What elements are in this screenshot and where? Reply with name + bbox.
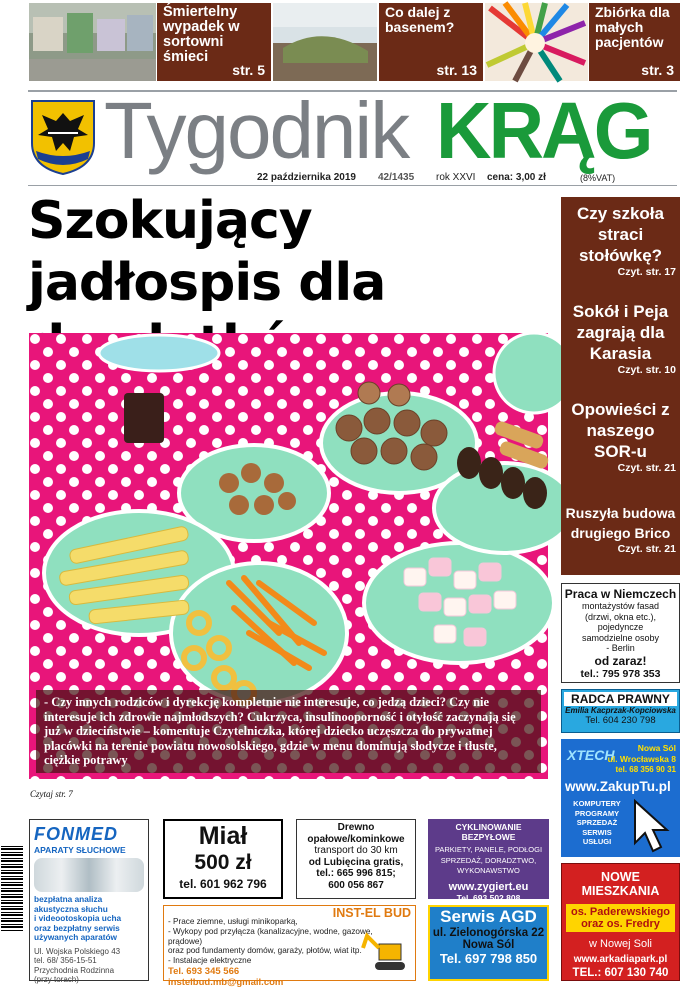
sidebar-item-page: Czyt. str. 21: [617, 462, 676, 474]
read-more[interactable]: Czytaj str. 7: [30, 789, 73, 799]
ad-title: NOWE MIESZKANIA: [581, 870, 660, 898]
sidebar-item-page: Czyt. str. 21: [617, 543, 676, 555]
ad-line: używanych aparatów: [34, 932, 117, 942]
photo-caption: - Czy innych rodziców i dyrekcję kompletnie nie interesuje, co jedzą dzieci? Czy nie interesuje ich zdrowie najmłodszych? Cukrzyca, insulinooporność i otyłość zaczynają się już w dzieciństwie – komentuje Czytelniczka, której dziecko uczęszcza do prywatnej placówki na terenie powiatu nowosolskiego, gdzie w menu dominują słodycze i tłuste, ciężkie potrawy: [36, 690, 541, 773]
ad-line: ul. Zielonogórska 22: [432, 927, 545, 939]
barcode: [1, 845, 23, 931]
ad-line: (drzwi, okna etc.), pojedyncze: [584, 611, 657, 632]
ad-brand: XTECH: [567, 747, 615, 763]
ad-services: [34, 895, 144, 943]
masthead-bottom-rule: [28, 185, 677, 186]
ad-address: [34, 947, 144, 985]
ad-line: - Instalacje elektryczne: [168, 956, 252, 966]
issue-number: 42/1435: [378, 172, 415, 183]
cursor-icon: [631, 799, 675, 858]
logo-krag: KRĄG: [436, 86, 651, 175]
ad-web: www.zygiert.eu: [448, 880, 529, 893]
ad-line: - Prace ziemne, usługi minikoparką,: [168, 917, 298, 926]
ad-xtech[interactable]: [561, 739, 680, 857]
ad-line: - Wykopy pod przyłącza (kanalizacyjne, wodne, gazowe, prądowe): [168, 926, 373, 946]
ad-line: Ul. Wojska Polskiego 43: [34, 946, 121, 956]
sidebar-item-title: Opowieści z naszego SOR-u: [571, 400, 670, 461]
teaser-fundraiser[interactable]: [589, 3, 680, 81]
ad-phone: tel. 601 962 796: [179, 877, 267, 891]
teaser-page: str. 5: [232, 62, 265, 78]
ad-fonmed[interactable]: [29, 819, 149, 984]
teaser-title: Śmiertelny wypadek w sortowni śmieci: [163, 4, 240, 65]
sidebar-item[interactable]: [561, 203, 680, 278]
sidebar-item[interactable]: [561, 399, 680, 474]
ad-line: PROGRAMY: [574, 808, 620, 818]
sidebar-item-title: Ruszyła budowa drugiego Brico: [565, 505, 676, 541]
coat-of-arms-icon: [30, 99, 96, 175]
ad-phone: Tel. 697 798 850: [439, 951, 538, 966]
ad-line: Przychodnia Rodzinna: [34, 965, 115, 975]
ad-line: transport do 30 km: [314, 845, 398, 856]
ad-line: oraz pod fundamenty domów, garaży, płotów, wiat itp.: [168, 946, 362, 956]
teaser-photo-waste: [29, 3, 156, 81]
ad-services: [567, 799, 627, 847]
ad-line: i videootoskopia ucha: [34, 913, 122, 923]
ad-line: Drewno: [337, 822, 375, 833]
ad-line: bezpłatna analiza: [34, 894, 103, 904]
ad-email: instelbud.mb@gmail.com: [168, 976, 284, 988]
lead-headline[interactable]: Szokujący jadłospis dla: [28, 191, 386, 313]
ad-phone: Tel. 693 502 808: [456, 892, 521, 903]
hearing-aids-icon: [34, 858, 144, 892]
ad-line: Miał: [198, 822, 248, 850]
ad-line: opałowe/kominkowe: [307, 833, 405, 845]
ad-line: 500 zł: [194, 851, 252, 874]
ad-drewno[interactable]: [296, 819, 416, 899]
teaser-page: str. 3: [641, 62, 674, 78]
sidebar-item[interactable]: [561, 301, 680, 376]
ad-line: WYKONAWSTWO: [457, 866, 520, 875]
ad-title: Serwis AGD: [440, 907, 537, 926]
excavator-icon: [361, 926, 409, 979]
ad-serwis-agd[interactable]: [428, 905, 549, 981]
teaser-photo-crayons: [485, 3, 588, 81]
issue-year: rok XXVI: [436, 172, 476, 183]
ad-line: Nowa Sól: [462, 939, 515, 951]
ad-title: Praca w Niemczech: [564, 587, 677, 601]
ad-web: www.ZakupTu.pl: [565, 779, 671, 794]
ad-line: ul. Wrocławska 8: [607, 754, 676, 764]
ad-line: w Nowej Soli: [589, 938, 652, 950]
ad-phone: Tel. 604 230 798: [585, 715, 656, 726]
ad-line: APARATY SŁUCHOWE: [34, 845, 126, 855]
issue-price: cena: 3,00 zł: [487, 172, 546, 183]
sidebar-item-page: Czyt. str. 17: [617, 266, 676, 278]
logo-tygodnik: Tygodnik: [104, 86, 409, 175]
sidebar-item-title: Czy szkoła straci stołówkę?: [577, 204, 664, 265]
ad-web: www.arkadiapark.pl: [573, 954, 668, 965]
ad-phone: 600 056 867: [328, 879, 384, 891]
ad-cyklinowanie[interactable]: [428, 819, 549, 903]
ad-line: Emilia Kacprzak-Kopciowska: [565, 706, 676, 715]
issue-date: 22 października 2019: [257, 172, 356, 183]
ad-phone: Tel. 693 345 566: [168, 965, 240, 977]
ad-line: od zaraz!: [594, 653, 647, 668]
ad-line: samodzielne osoby: [581, 632, 660, 643]
ad-instel-bud[interactable]: [163, 905, 416, 988]
ad-phone: tel.: 665 996 815;: [316, 868, 396, 879]
sidebar-item[interactable]: [561, 503, 680, 555]
ad-brand: FONMED: [34, 824, 118, 844]
teaser-accident[interactable]: [157, 3, 271, 81]
ad-line: - Berlin: [606, 643, 635, 653]
ad-line: USŁUGI: [582, 837, 612, 846]
ad-line: os. Paderewskiego: [570, 906, 671, 918]
teaser-title: Co dalej z basenem?: [385, 4, 455, 35]
ad-line: od Lubięcina gratis,: [308, 856, 404, 868]
ad-phone: tel. 68 356 90 31: [615, 765, 676, 774]
ad-line: oraz bezpłatny serwis: [34, 922, 120, 933]
ad-line: (przy torach): [34, 975, 79, 984]
teaser-page: str. 13: [436, 62, 477, 78]
ad-phone: TEL.: 607 130 740: [572, 967, 669, 979]
ad-line: Nowa Sól: [637, 743, 676, 753]
ad-line: PARKIETY, PANELE, PODŁOGI: [434, 845, 543, 854]
ad-arkadia[interactable]: [561, 863, 680, 981]
ad-line: tel. 68/ 356-15-51: [34, 956, 97, 965]
ad-phone: tel.: 795 978 353: [580, 667, 661, 680]
ad-praca-niemcy[interactable]: [561, 583, 680, 683]
ad-brand: INST-EL BUD: [332, 906, 411, 920]
ad-mial[interactable]: [163, 819, 283, 899]
ad-location-box: [566, 904, 675, 932]
ad-services: [168, 917, 378, 966]
ad-line: montażystów fasad: [581, 601, 660, 611]
teaser-photo-pool: [273, 3, 377, 81]
sidebar-item-title: Sokół i Peja zagrają dla Karasia: [572, 302, 669, 363]
ad-line: akustyczna słuchu: [34, 903, 108, 914]
teaser-pool[interactable]: [379, 3, 483, 81]
ad-line: SPRZEDAŻ: [576, 818, 618, 827]
sidebar-teasers: [561, 197, 680, 575]
ad-title: RADCA PRAWNY: [564, 692, 677, 706]
sidebar-item-page: Czyt. str. 10: [617, 364, 676, 376]
issue-vat: (8%VAT): [580, 173, 616, 183]
ad-line: SPRZEDAŻ, DORADZTWO,: [440, 855, 537, 865]
ad-line: oraz os. Fredry: [581, 918, 660, 930]
ad-radca-prawny[interactable]: [561, 689, 680, 733]
ad-title: CYKLINOWANIE BEZPYŁOWE: [455, 822, 522, 842]
ad-line: KOMPUTERY: [573, 799, 621, 808]
ad-line: SERWIS: [582, 827, 612, 837]
teaser-title: Zbiórka dla małych pacjentów: [595, 4, 670, 50]
